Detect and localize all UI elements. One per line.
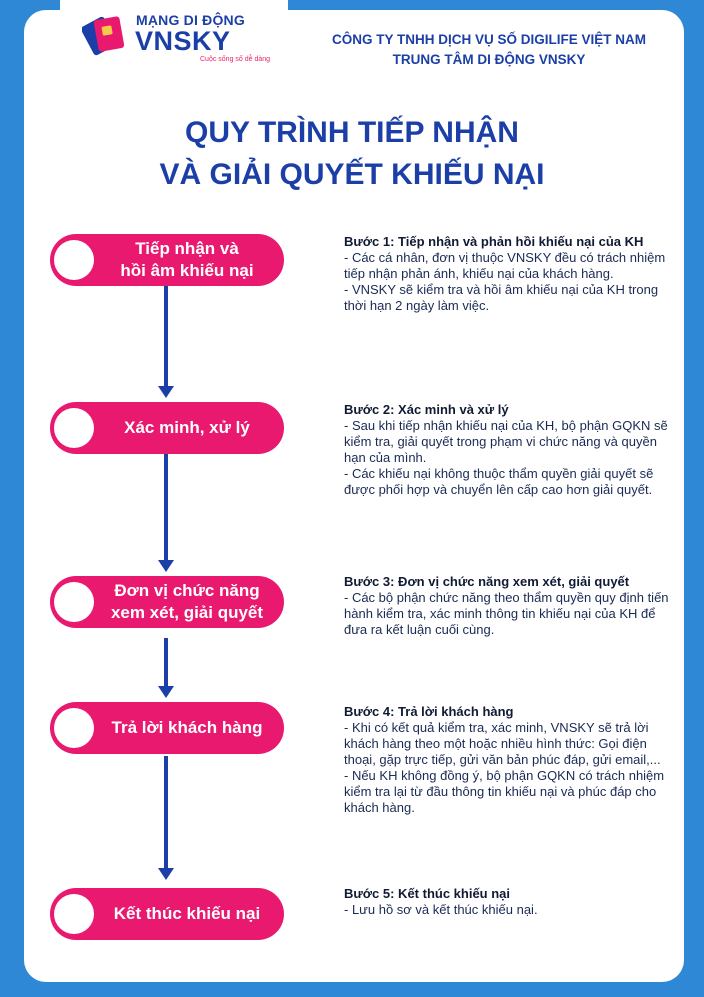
- step-4-pill: [50, 702, 284, 754]
- step-2-pill-label: Xác minh, xử lý: [124, 418, 250, 437]
- step-1-pill: [50, 234, 284, 286]
- arrow-down-icon: [158, 686, 174, 698]
- arrow-down-icon: [158, 868, 174, 880]
- company-name: CÔNG TY TNHH DỊCH VỤ SỐ DIGILIFE VIỆT NAM: [331, 32, 646, 47]
- step-bullet-icon: [54, 240, 94, 280]
- step-3-pill: [50, 576, 284, 628]
- arrow-down-icon: [158, 386, 174, 398]
- step-1-description: [344, 234, 674, 314]
- step-3-heading: Bước 3: Đơn vị chức năng xem xét, giải quyết: [344, 574, 630, 589]
- logo-top-text: MẠNG DI ĐỘNG: [136, 12, 245, 28]
- step-5-pill-label: Kết thúc khiếu nại: [113, 904, 261, 923]
- step-3-line: - Các bộ phận chức năng theo thẩm quyền quy định tiến hành kiểm tra, xác minh thông tin khiếu nại của KH để đưa ra kết luận cuối cùng.: [344, 590, 669, 637]
- step-bullet-icon: [54, 408, 94, 448]
- step-5-pill: [50, 888, 284, 940]
- logo-slogan: Cuộc sống số dễ dàng: [200, 56, 271, 63]
- step-4-pill-label: Trả lời khách hàng: [111, 718, 263, 737]
- step-3-description: [344, 574, 674, 638]
- step-5-heading: Bước 5: Kết thúc khiếu nại: [344, 886, 511, 901]
- step-bullet-icon: [54, 582, 94, 622]
- step-1-line: - Các cá nhân, đơn vị thuộc VNSKY đều có trách nhiệm tiếp nhận phản ánh, khiếu nại của khách hàng.: [344, 250, 666, 281]
- step-bullet-icon: [54, 894, 94, 934]
- company-unit: TRUNG TÂM DI ĐỘNG VNSKY: [392, 52, 586, 67]
- company-header: [314, 30, 664, 70]
- step-3-pill-label: Đơn vị chức năng xem xét, giải quyết: [110, 581, 264, 622]
- logo-brand: VNSKY: [135, 26, 231, 56]
- step-1-heading: Bước 1: Tiếp nhận và phản hồi khiếu nại của KH: [344, 234, 644, 249]
- title-line-1: QUY TRÌNH TIẾP NHẬN: [185, 116, 519, 149]
- sim-card-icon: [82, 12, 128, 58]
- step-4-line: - Nếu KH không đồng ý, bộ phận GQKN có trách nhiệm kiểm tra lại từ đầu thông tin khiếu nại và phúc đáp cho khách hàng.: [344, 768, 665, 815]
- step-2-line: - Các khiếu nại không thuộc thẩm quyền giải quyết sẽ được phối hợp và chuyển lên cấp cao hơn giải quyết.: [344, 466, 654, 497]
- step-2-line: - Sau khi tiếp nhận khiếu nại của KH, bộ phận GQKN sẽ kiểm tra, giải quyết trong phạm vi chức năng và quyền hạn của mình.: [344, 418, 668, 465]
- step-1-line: - VNSKY sẽ kiểm tra và hồi âm khiếu nại của KH trong thời hạn 2 ngày làm việc.: [344, 282, 659, 313]
- arrow-down-icon: [158, 560, 174, 572]
- step-4-line: - Khi có kết quả kiểm tra, xác minh, VNSKY sẽ trả lời khách hàng theo một hoặc nhiều hình thức: Gọi điện thoại, gặp trực tiếp, gửi văn bản phúc đáp, gửi email,...: [344, 720, 661, 767]
- step-1-pill-label: Tiếp nhận và hồi âm khiếu nại: [120, 239, 254, 280]
- step-5-line: - Lưu hồ sơ và kết thúc khiếu nại.: [344, 902, 538, 917]
- step-4-description: [344, 704, 674, 816]
- connector-line-4: [164, 756, 168, 872]
- step-5-description: [344, 886, 674, 918]
- step-bullet-icon: [54, 708, 94, 748]
- step-2-heading: Bước 2: Xác minh và xử lý: [344, 402, 509, 417]
- connector-line-3: [164, 638, 168, 690]
- step-4-heading: Bước 4: Trả lời khách hàng: [344, 704, 514, 719]
- step-2-description: [344, 402, 674, 498]
- title-line-2: VÀ GIẢI QUYẾT KHIẾU NẠI: [159, 158, 545, 191]
- page-title: [0, 112, 704, 196]
- connector-line-2: [164, 454, 168, 564]
- vnsky-logo: [80, 6, 280, 66]
- step-2-pill: [50, 402, 284, 454]
- connector-line-1: [164, 286, 168, 390]
